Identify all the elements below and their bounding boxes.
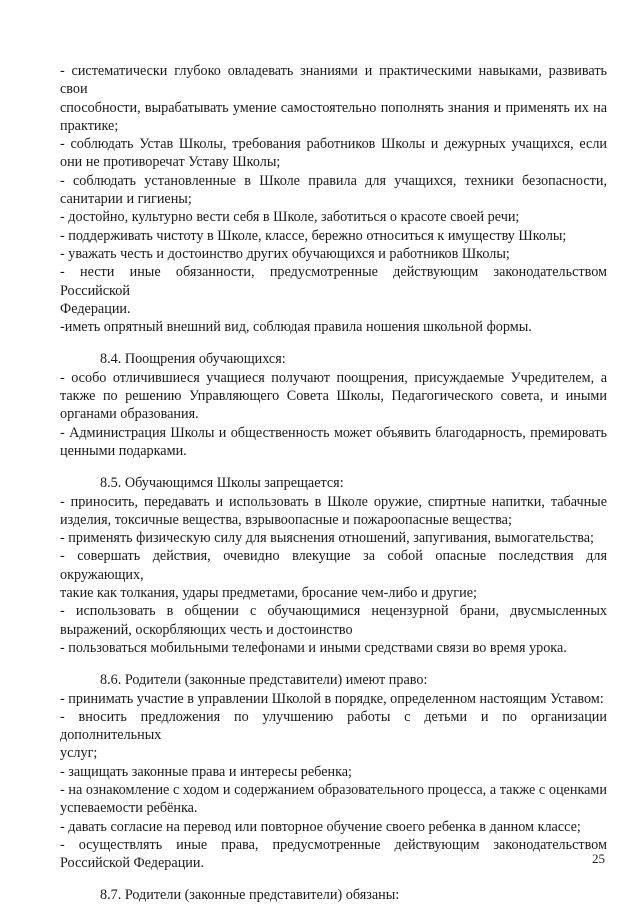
text-line: Российской Федерации.: [60, 855, 205, 872]
text-line: - особо отличившиеся учащиеся получают поощрения, присуждаемые Учредителем, а: [60, 369, 607, 386]
text-line: - защищать законные права и интересы ребенка;: [60, 763, 352, 780]
text-line: они не противоречат Уставу Школы;: [60, 154, 281, 171]
text-line: ценными подарками.: [60, 442, 187, 459]
text-line: - соблюдать установленные в Школе правила для учащихся, техники безопасности,: [60, 172, 607, 189]
section-heading: 8.4. Поощрения обучающихся:: [100, 351, 286, 368]
text-line: - принимать участие в управлении Школой в порядке, определенном настоящим Уставом:: [60, 690, 604, 707]
text-line: способности, вырабатывать умение самостоятельно пополнять знания и применять их на: [60, 99, 607, 116]
text-line: - на ознакомление с ходом и содержанием образовательного процесса, а также с оценками: [60, 781, 607, 798]
text-line: - осуществлять иные права, предусмотренные действующим законодательством: [60, 836, 607, 853]
text-line: такие как толкания, удары предметами, бросание чем-либо и другие;: [60, 585, 477, 602]
text-line: - совершать действия, очевидно влекущие за собой опасные последствия для окружающих,: [60, 548, 607, 583]
text-line: - применять физическую силу для выяснения отношений, запугивания, вымогательства;: [60, 530, 594, 547]
text-line: - уважать честь и достоинство других обучающихся и работников Школы;: [60, 245, 510, 262]
section-heading: 8.6. Родители (законные представители) имеют право:: [100, 672, 428, 689]
section-8-7: [60, 886, 607, 904]
text-line: органами образования.: [60, 406, 199, 423]
text-line: - приносить, передавать и использовать в Школе оружие, спиртные напитки, табачные: [60, 493, 607, 510]
text-line: практике;: [60, 117, 119, 134]
text-line: - достойно, культурно вести себя в Школе, заботиться о красоте своей речи;: [60, 209, 520, 226]
text-line: санитарии и гигиены;: [60, 191, 192, 208]
text-line: - использовать в общении с обучающимися нецензурной брани, двусмысленных: [60, 603, 607, 620]
text-line: - пользоваться мобильными телефонами и иными средствами связи во время урока.: [60, 639, 567, 656]
section-heading: 8.5. Обучающимся Школы запрещается:: [100, 475, 344, 492]
text-line: - поддерживать чистоту в Школе, классе, бережно относиться к имуществу Школы;: [60, 227, 567, 244]
text-line: - соблюдать Устав Школы, требования работников Школы и дежурных учащихся, если: [60, 136, 607, 153]
text-line: изделия, токсичные вещества, взрывоопасные и пожароопасные вещества;: [60, 511, 512, 528]
text-line: - нести иные обязанности, предусмотренные действующим законодательством Российской: [60, 264, 607, 299]
text-line: - давать согласие на перевод или повторное обучение своего ребенка в данном классе;: [60, 818, 581, 835]
text-line: выражений, оскорбляющих честь и достоинство: [60, 621, 353, 638]
text-line: также по решению Управляющего Совета Школы, Педагогического совета, и иными: [60, 388, 607, 405]
text-line: - Администрация Школы и общественность может объявить благодарность, премировать: [60, 424, 607, 441]
section-8-6: [60, 671, 607, 872]
section-8-5: [60, 474, 607, 657]
text-line: - систематически глубоко овладевать знаниями и практическими навыками, развивать свои: [60, 63, 607, 98]
page-number: 25: [592, 851, 605, 866]
text-line: -иметь опрятный внешний вид, соблюдая правила ношения школьной формы.: [60, 319, 532, 336]
section-8-4: [60, 350, 607, 460]
text-line: - вносить предложения по улучшению работы с детьми и по организации дополнительных: [60, 708, 607, 744]
text-line: успеваемости ребёнка.: [60, 800, 198, 817]
section-heading: 8.7. Родители (законные представители) обязаны:: [100, 887, 400, 904]
text-line: Федерации.: [60, 300, 131, 317]
student-duties-list: [60, 62, 607, 336]
text-line: услуг;: [60, 745, 98, 762]
document-page: [60, 62, 607, 905]
